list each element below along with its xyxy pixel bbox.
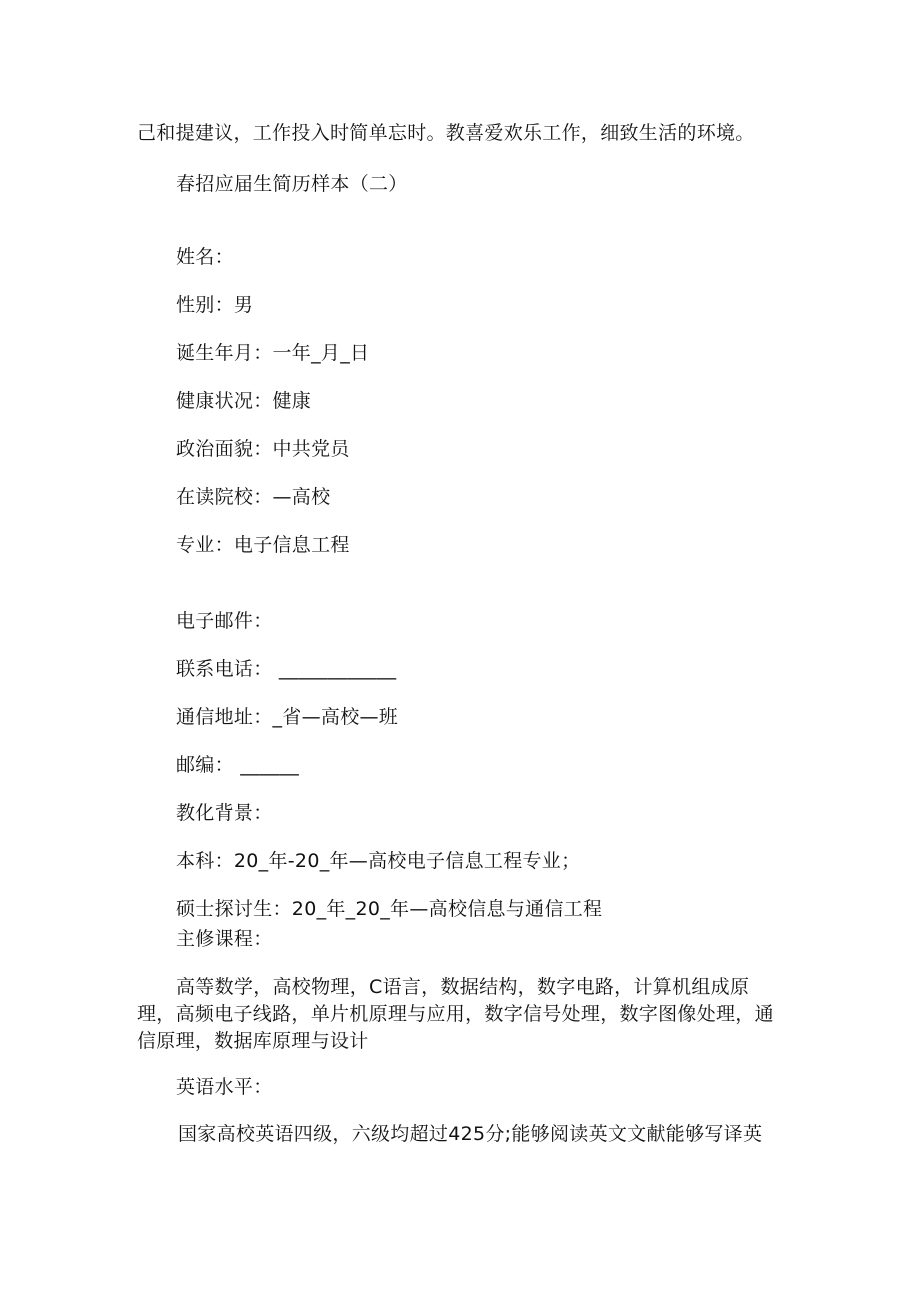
- education-heading: 教化背景：: [176, 802, 273, 824]
- field-health: 健康状况：健康: [176, 390, 312, 412]
- courses-list: 高等数学，高校物理，C语言，数据结构，数字电路，计算机组成原理，高频电子线路，单片机原理与应用，数字信号处理，数字图像处理，通信原理，数据库原理与设计: [137, 976, 774, 1052]
- section-title: 春招应届生简历样本（二）: [176, 173, 408, 195]
- education-master: 硕士探讨生：20_年_20_年—高校信息与通信工程: [176, 898, 603, 920]
- field-gender: 性别：男: [176, 294, 254, 316]
- field-address: 通信地址：_省—高校—班: [176, 706, 399, 728]
- field-birth: 诞生年月：一年_月_日: [176, 342, 370, 364]
- courses-heading: 主修课程：: [176, 928, 273, 950]
- intro-tail-text: 己和提建议，工作投入时简单忘时。教喜爱欢乐工作，细致生活的环境。: [137, 122, 755, 144]
- field-major: 专业：电子信息工程: [176, 534, 350, 556]
- field-school: 在读院校：—高校: [176, 486, 331, 508]
- field-phone: 联系电话： ____________: [176, 658, 397, 680]
- field-postcode: 邮编： ______: [176, 754, 300, 776]
- english-heading: 英语水平：: [176, 1076, 273, 1098]
- field-political: 政治面貌：中共党员: [176, 438, 350, 460]
- education-bachelor: 本科：20_年-20_年—高校电子信息工程专业；: [176, 850, 581, 872]
- field-email: 电子邮件：: [176, 610, 273, 632]
- field-name: 姓名：: [176, 246, 234, 268]
- english-detail: 国家高校英语四级，六级均超过425分;能够阅读英文文献能够写译英: [178, 1123, 763, 1145]
